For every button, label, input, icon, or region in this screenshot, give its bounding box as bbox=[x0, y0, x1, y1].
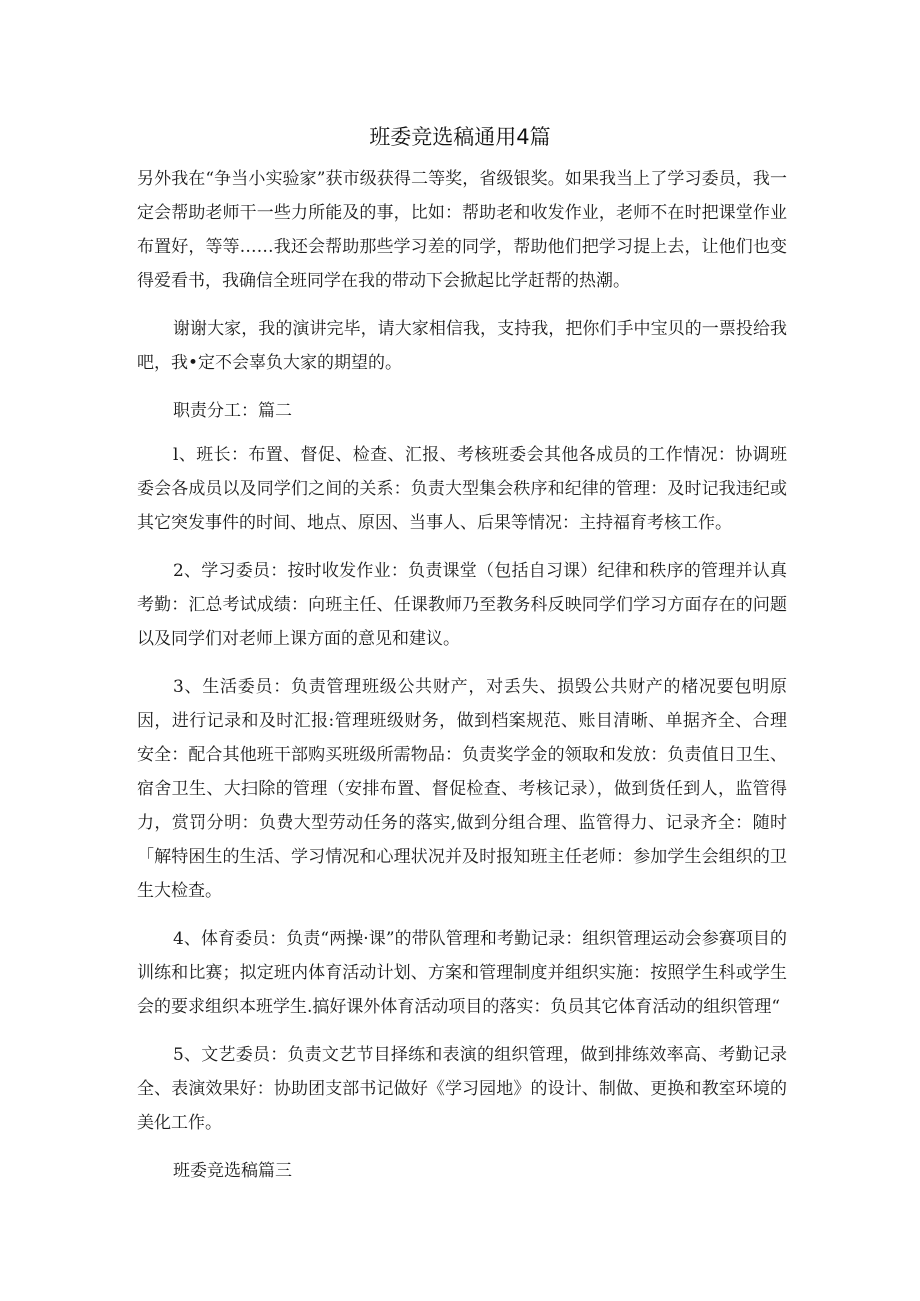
section-heading-part-three: 班委竞选稿篇三 bbox=[173, 1161, 292, 1181]
document-title: 班委竞选稿通用4篇 bbox=[369, 125, 551, 149]
paragraph-sports-committee: 4、体育委员：负责“两操·课”的带队管理和考勤记录：组织管理运动会参赛项目的训练和比赛；拟定班内体育活动计划、方案和管理制度并组织实施：按照学生科或学生会的要求组织本班学生.搞好课外体育活动项目的落实：负员其它体育活动的组织管理“ bbox=[137, 929, 787, 1017]
paragraph-life-committee: 3、生活委员：负责管理班级公共财产，对丢失、损毁公共财产的楮况要包明原因，进行记录和及时汇报:管理班级财务，做到档案规范、账目清晰、单据齐全、合理安全：配合其他班干部购买班级所需物品：负责奖学金的领取和发放：负责值日卫生、宿舍卫生、大扫除的管理（安排布置、督促检查、考核记录），做到货任到人，监管得力，赏罚分明：负费大型劳动任务的落实,做到分组合理、监管得力、记录齐全：随时「解特困生的生活、学习情况和心理状况并及时报知班主任老师：参加学生会组织的卫生大检查。 bbox=[137, 677, 787, 901]
paragraph-thanks: 谢谢大家，我的演讲完毕，请大家相信我，支持我，把你们手中宝贝的一票投给我吧，我•定不会辜负大家的期望的。 bbox=[137, 319, 787, 373]
paragraph-intro: 另外我在“争当小实验家”获市级获得二等奖，省级银奖。如果我当上了学习委员，我一定会帮助老师干一些力所能及的事，比如：帮助老和收发作业，老师不在时把课堂作业布置好，等等……我还会帮助那些学习差的同学，帮助他们把学习提上去，让他们也变得爱看书，我确信全班同学在我的带动下会掀起比学赶帮的热潮。 bbox=[137, 169, 787, 291]
paragraph-study-committee: 2、学习委员：按时收发作业：负责课堂（包括自习课）纪律和秩序的管理并认真考勤：汇总考试成绩：向班主任、任课教师乃至教务科反映同学们学习方面存在的问题以及同学们对老师上课方面的意见和建议。 bbox=[137, 561, 787, 649]
section-heading-duties: 职责分工：篇二 bbox=[173, 401, 292, 421]
paragraph-arts-committee: 5、文艺委员：负责文艺节目择练和表演的组织管理，做到排练效率高、考勤记录全、表演效果好：协助团支部书记做好《学习园地》的设计、制做、更换和教室环境的美化工作。 bbox=[137, 1045, 787, 1133]
paragraph-monitor: l、班长：布置、督促、检查、汇报、考核班委会其他各成员的工作情况：协调班委会各成员以及同学们之间的关系：负责大型集会秩序和纪律的管理：及时记我违纪或其它突发事件的时间、地点、原因、当事人、后果等情况：主持福育考核工作。 bbox=[137, 445, 787, 533]
document-body bbox=[137, 162, 787, 1202]
